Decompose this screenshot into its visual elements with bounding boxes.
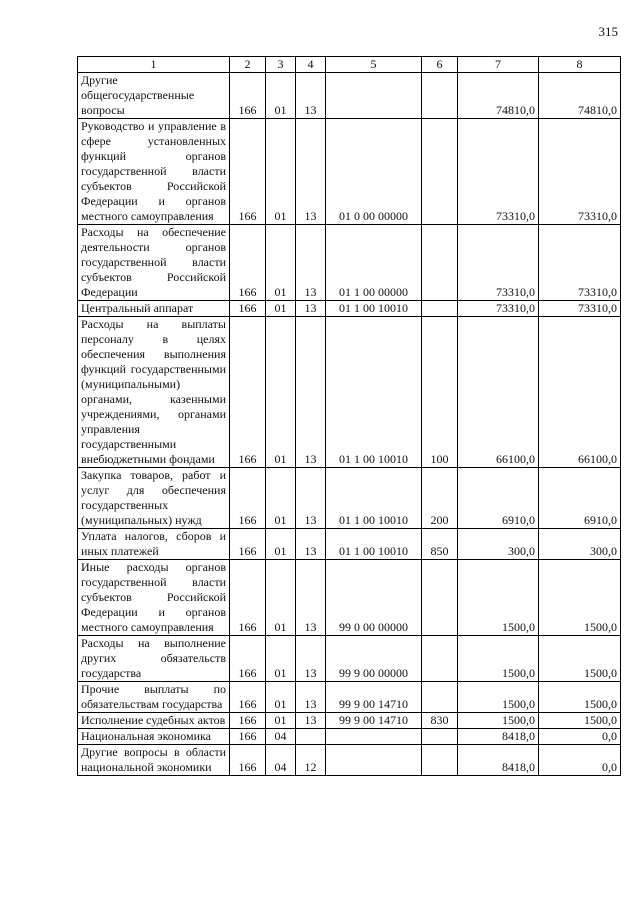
ministry-code: 166 (230, 225, 266, 301)
subsection-code: 13 (296, 73, 326, 119)
table-row (78, 729, 621, 745)
table-row (78, 225, 621, 301)
section-code: 01 (266, 225, 296, 301)
target-article-code: 99 9 00 14710 (326, 713, 422, 729)
amount-col8: 0,0 (539, 745, 621, 776)
ministry-code: 166 (230, 119, 266, 225)
expense-name: Уплата налогов, сборов и иных платежей (78, 529, 230, 560)
amount-col7: 1500,0 (458, 713, 539, 729)
subsection-code: 13 (296, 225, 326, 301)
table-row (78, 745, 621, 776)
expense-type-code (422, 636, 458, 682)
amount-col7: 8418,0 (458, 745, 539, 776)
table-row (78, 468, 621, 529)
amount-col7: 66100,0 (458, 317, 539, 468)
expense-name: Национальная экономика (78, 729, 230, 745)
section-code: 01 (266, 468, 296, 529)
expense-name: Прочие выплаты по обязательствам государства (78, 682, 230, 713)
amount-col7: 300,0 (458, 529, 539, 560)
section-code: 01 (266, 560, 296, 636)
subsection-code: 13 (296, 529, 326, 560)
amount-col8: 1500,0 (539, 713, 621, 729)
ministry-code: 166 (230, 301, 266, 317)
expense-name: Исполнение судебных актов (78, 713, 230, 729)
expense-name: Руководство и управление в сфере установленных функций органов государственной власти субъектов Российской Федерации и органов местного самоуправления (78, 119, 230, 225)
expense-name: Расходы на выполнение других обязательств государства (78, 636, 230, 682)
expense-type-code (422, 560, 458, 636)
subsection-code: 13 (296, 301, 326, 317)
table-row (78, 713, 621, 729)
table-row (78, 301, 621, 317)
budget-table (77, 56, 621, 776)
ministry-code: 166 (230, 468, 266, 529)
expense-name: Другие вопросы в области национальной экономики (78, 745, 230, 776)
ministry-code: 166 (230, 745, 266, 776)
header-cell: 2 (230, 57, 266, 73)
expense-type-code: 200 (422, 468, 458, 529)
amount-col7: 73310,0 (458, 225, 539, 301)
amount-col8: 74810,0 (539, 73, 621, 119)
header-cell: 8 (539, 57, 621, 73)
ministry-code: 166 (230, 729, 266, 745)
target-article-code: 01 1 00 10010 (326, 317, 422, 468)
expense-name: Другие общегосударственные вопросы (78, 73, 230, 119)
target-article-code (326, 745, 422, 776)
subsection-code: 13 (296, 468, 326, 529)
amount-col8: 1500,0 (539, 636, 621, 682)
ministry-code: 166 (230, 636, 266, 682)
target-article-code: 99 0 00 00000 (326, 560, 422, 636)
subsection-code: 12 (296, 745, 326, 776)
section-code: 04 (266, 745, 296, 776)
target-article-code: 01 1 00 10010 (326, 468, 422, 529)
amount-col8: 0,0 (539, 729, 621, 745)
amount-col7: 1500,0 (458, 560, 539, 636)
section-code: 01 (266, 317, 296, 468)
table-row (78, 682, 621, 713)
table-header-row (78, 57, 621, 73)
expense-type-code (422, 119, 458, 225)
target-article-code (326, 73, 422, 119)
amount-col8: 300,0 (539, 529, 621, 560)
ministry-code: 166 (230, 73, 266, 119)
target-article-code: 01 1 00 10010 (326, 301, 422, 317)
amount-col8: 6910,0 (539, 468, 621, 529)
header-cell: 6 (422, 57, 458, 73)
amount-col7: 8418,0 (458, 729, 539, 745)
expense-type-code (422, 745, 458, 776)
subsection-code: 13 (296, 682, 326, 713)
target-article-code: 01 0 00 00000 (326, 119, 422, 225)
subsection-code: 13 (296, 317, 326, 468)
subsection-code: 13 (296, 119, 326, 225)
ministry-code: 166 (230, 529, 266, 560)
expense-name: Расходы на выплаты персоналу в целях обеспечения выполнения функций государственными (муниципальными) органами, казенными учреждениями, органами управления государственными внебюджетными фондами (78, 317, 230, 468)
expense-type-code (422, 729, 458, 745)
table-row (78, 317, 621, 468)
amount-col7: 73310,0 (458, 119, 539, 225)
ministry-code: 166 (230, 682, 266, 713)
header-cell: 3 (266, 57, 296, 73)
expense-name: Закупка товаров, работ и услуг для обеспечения государственных (муниципальных) нужд (78, 468, 230, 529)
header-cell: 1 (78, 57, 230, 73)
amount-col7: 1500,0 (458, 636, 539, 682)
target-article-code: 99 9 00 00000 (326, 636, 422, 682)
amount-col8: 66100,0 (539, 317, 621, 468)
expense-type-code (422, 225, 458, 301)
expense-type-code: 830 (422, 713, 458, 729)
subsection-code: 13 (296, 636, 326, 682)
table-row (78, 560, 621, 636)
amount-col7: 74810,0 (458, 73, 539, 119)
amount-col7: 73310,0 (458, 301, 539, 317)
expense-type-code (422, 73, 458, 119)
section-code: 04 (266, 729, 296, 745)
header-cell: 4 (296, 57, 326, 73)
section-code: 01 (266, 73, 296, 119)
section-code: 01 (266, 636, 296, 682)
ministry-code: 166 (230, 317, 266, 468)
header-cell: 5 (326, 57, 422, 73)
amount-col8: 1500,0 (539, 560, 621, 636)
table-row (78, 636, 621, 682)
table-row (78, 119, 621, 225)
amount-col8: 73310,0 (539, 225, 621, 301)
expense-name: Иные расходы органов государственной власти субъектов Российской Федерации и органов местного самоуправления (78, 560, 230, 636)
page-number: 315 (598, 24, 618, 39)
expense-name: Расходы на обеспечение деятельности органов государственной власти субъектов Российской Федерации (78, 225, 230, 301)
section-code: 01 (266, 529, 296, 560)
target-article-code: 01 1 00 00000 (326, 225, 422, 301)
target-article-code (326, 729, 422, 745)
section-code: 01 (266, 119, 296, 225)
amount-col8: 1500,0 (539, 682, 621, 713)
expense-type-code: 850 (422, 529, 458, 560)
target-article-code: 01 1 00 10010 (326, 529, 422, 560)
amount-col7: 6910,0 (458, 468, 539, 529)
amount-col7: 1500,0 (458, 682, 539, 713)
expense-type-code (422, 682, 458, 713)
section-code: 01 (266, 682, 296, 713)
subsection-code: 13 (296, 713, 326, 729)
expense-name: Центральный аппарат (78, 301, 230, 317)
subsection-code: 13 (296, 560, 326, 636)
ministry-code: 166 (230, 560, 266, 636)
header-cell: 7 (458, 57, 539, 73)
table-row (78, 73, 621, 119)
expense-type-code (422, 301, 458, 317)
amount-col8: 73310,0 (539, 301, 621, 317)
section-code: 01 (266, 713, 296, 729)
table-row (78, 529, 621, 560)
amount-col8: 73310,0 (539, 119, 621, 225)
section-code: 01 (266, 301, 296, 317)
subsection-code (296, 729, 326, 745)
target-article-code: 99 9 00 14710 (326, 682, 422, 713)
ministry-code: 166 (230, 713, 266, 729)
expense-type-code: 100 (422, 317, 458, 468)
